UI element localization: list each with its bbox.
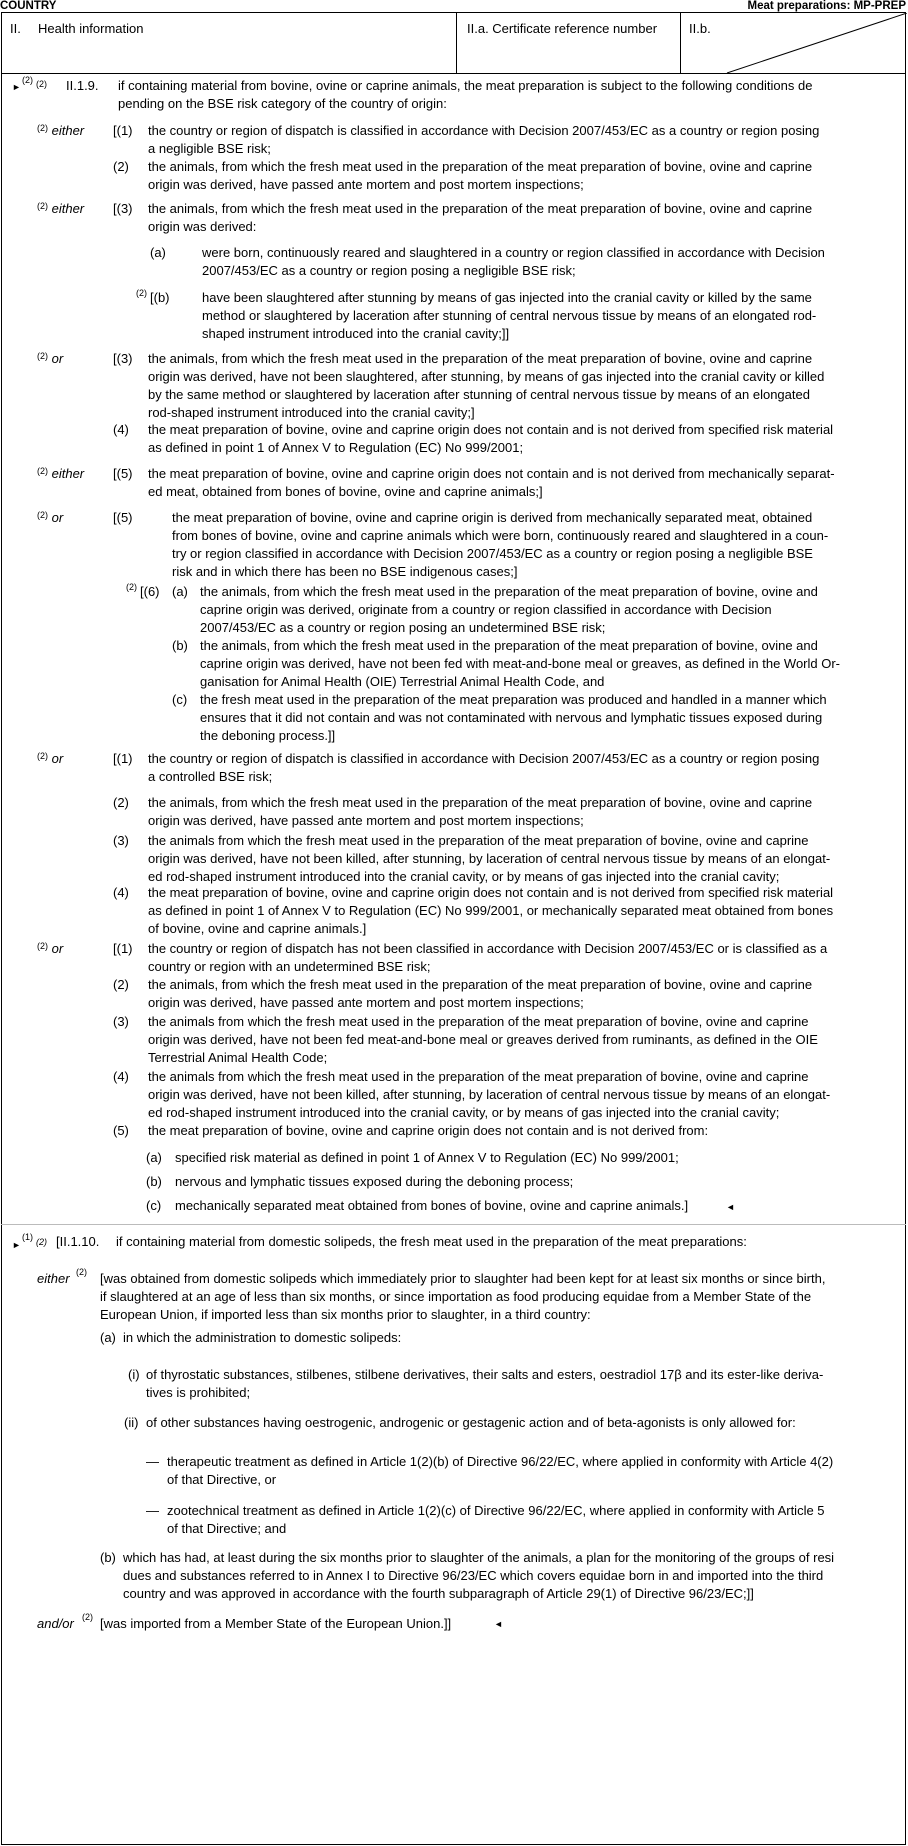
footnote-ref [36,78,47,97]
item-number: (c) [172,692,188,707]
item-number: [(5) [113,466,133,481]
footnote-ref: (2) [37,751,48,761]
item-text: the animals, from which the fresh meat used in the preparation of the meat preparation of bovine, ovine and [200,584,818,599]
footnote-ref [82,1611,93,1630]
item-text: country and was approved in accordance with the fourth subparagraph of Article 29(1) of Directive 96/23/EC;]] [123,1586,754,1601]
item-text: origin was derived, have not been killed, after stunning, by laceration of central nervous tissue by means of an elongat- [148,851,831,866]
footnote-ref: (2) [37,941,48,951]
section-number: II. [10,21,21,36]
footnote-ref: (2) [37,351,48,361]
item-text: [was obtained from domestic solipeds which immediately prior to slaughter had been kept for at least six months or since birth, [100,1271,826,1286]
item-text: of thyrostatic substances, stilbenes, stilbene derivatives, their salts and esters, oestradiol 17β and its ester-like deriva- [146,1367,824,1382]
item-text: European Union, if imported less than six months prior to slaughter, in a third country: [100,1307,591,1322]
clause-intro: if containing material from domestic solipeds, the fresh meat used in the preparation of the meat preparations: [116,1234,747,1249]
item-text: 2007/453/EC as a country or region posing a negligible BSE risk; [202,263,576,278]
item-number: [(1) [113,941,133,956]
condition-word: or [48,941,64,956]
condition-label-either [37,465,84,484]
item-text: ed rod-shaped instrument introduced into the cranial cavity, or by means of gas injected into the cranial cavity; [148,1105,780,1120]
condition-label-or [37,940,63,959]
item-number: [(1) [113,751,133,766]
item-text: the country or region of dispatch is classified in accordance with Decision 2007/453/EC as a country or region posing [148,123,820,138]
item-number: (b) [146,1174,162,1189]
item-number: (ii) [124,1415,139,1430]
cert-b-label: II.b. [689,21,711,36]
item-text: country or region with an undetermined BSE risk; [148,959,431,974]
dash-marker: — [146,1503,159,1518]
footnote-ref: (2) [37,510,48,520]
item-text: the animals from which the fresh meat used in the preparation of the meat preparation of bovine, ovine and caprine [148,1069,809,1084]
item-text: the animals from which the fresh meat used in the preparation of the meat preparation of bovine, ovine and caprine [148,1014,809,1029]
footnote-ref: (2) [76,1267,87,1277]
footnote-ref: (1) [22,1232,33,1242]
item-number: (a) [172,584,188,599]
item-text: origin was derived, have not been slaughtered, after stunning, by means of gas injected into the cranial cavity or killed [148,369,825,384]
item-text: Terrestrial Animal Health Code; [148,1050,328,1065]
condition-label-either: either [37,1271,70,1286]
footnote-ref: (2) [36,1237,47,1247]
item-text: try or region classified in accordance with Decision 2007/453/EC as a country or region posing a negligible BSE [172,546,813,561]
item-number: [(1) [113,123,133,138]
item-text: origin was derived, have not been killed, after stunning, by laceration of central nervous tissue by means of an elongat- [148,1087,831,1102]
condition-word: either [48,201,85,216]
item-text: therapeutic treatment as defined in Article 1(2)(b) of Directive 96/22/EC, where applied in conformity with Article 4(2) [167,1454,834,1469]
clause-intro: pending on the BSE risk category of the country of origin: [118,96,447,111]
item-text: ganisation for Animal Health (OIE) Terrestrial Animal Health Code, and [200,674,605,689]
item-text: zootechnical treatment as defined in Article 1(2)(c) of Directive 96/22/EC, where applied in conformity with Article 5 [167,1503,825,1518]
item-text: risk and in which there has been no BSE indigenous cases;] [172,564,518,579]
condition-label-or [37,509,63,528]
amendment-footnote [22,1231,33,1250]
item-text: the meat preparation of bovine, ovine and caprine origin is derived from mechanically separated meat, obtained [172,510,813,525]
item-number: (4) [113,885,129,900]
item-text: as defined in point 1 of Annex V to Regulation (EC) No 999/2001; [148,440,524,455]
item-text: caprine origin was derived, have not been fed with meat-and-bone meal or greaves, as defined in the World Or- [200,656,841,671]
item-number: [(6) [140,584,160,599]
item-text: by the same method or slaughtered by laceration after stunning of central nervous tissue by means of an elongated [148,387,810,402]
item-text: a controlled BSE risk; [148,769,273,784]
condition-label-either [37,122,84,141]
item-number: (3) [113,1014,129,1029]
condition-word: either [48,466,85,481]
item-text: mechanically separated meat obtained from bones of bovine, ovine and caprine animals.] [175,1198,689,1213]
cert-ref-cell [456,13,680,73]
amendment-start-arrow: ► [12,82,21,92]
condition-label-andor: and/or [37,1616,74,1631]
amendment-end-arrow: ◄ [726,1202,735,1212]
item-text: of other substances having oestrogenic, androgenic or gestagenic action and of beta-agonists is only allowed for: [146,1415,796,1430]
condition-word: either [48,123,85,138]
condition-label-either [37,200,84,219]
item-number: [(3) [113,201,133,216]
footnote-ref: (2) [37,466,48,476]
item-text: origin was derived: [148,219,257,234]
condition-label-or [37,750,63,769]
item-number: (c) [146,1198,162,1213]
item-text: origin was derived, have passed ante mortem and post mortem inspections; [148,995,584,1010]
item-number: (2) [113,795,129,810]
amendment-start-arrow: ► [12,1240,21,1250]
item-text: shaped instrument introduced into the cranial cavity;]] [202,326,510,341]
item-text: the animals, from which the fresh meat used in the preparation of the meat preparation of bovine, ovine and caprine [148,977,813,992]
top-bar [0,0,908,12]
certificate-type: Meat preparations: MP-PREP [747,0,906,12]
item-text: 2007/453/EC as a country or region posing an undetermined BSE risk; [200,620,606,635]
item-text: origin was derived, have not been fed meat-and-bone meal or greaves derived from ruminants, as defined in the OIE [148,1032,818,1047]
item-text: method or slaughtered by laceration after stunning of central nervous tissue by means of an elongated rod- [202,308,817,323]
condition-word: or [48,751,64,766]
item-text: were born, continuously reared and slaughtered in a country or region classified in accordance with Decision [202,245,825,260]
item-text: of bovine, ovine and caprine animals.] [148,921,367,936]
item-number: (4) [113,422,129,437]
item-text: the country or region of dispatch is classified in accordance with Decision 2007/453/EC as a country or region posing [148,751,820,766]
section-title-cell [2,13,456,73]
footnote-ref: (2) [126,582,137,592]
item-text: the meat preparation of bovine, ovine and caprine origin does not contain and is not derived from specified risk material [148,885,834,900]
item-text: the fresh meat used in the preparation of the meat preparation was produced and handled in a manner which [200,692,827,707]
item-text: tives is prohibited; [146,1385,251,1400]
item-text: which has had, at least during the six months prior to slaughter of the animals, a plan for the monitoring of the groups of resi [123,1550,835,1565]
clause-number: [II.1.10. [56,1234,100,1249]
footnote-ref: (2) [36,79,47,89]
item-text: the animals from which the fresh meat used in the preparation of the meat preparation of bovine, ovine and caprine [148,833,809,848]
clause-number: II.1.9. [66,78,99,93]
item-number: (b) [100,1550,116,1565]
item-number: (2) [113,977,129,992]
item-number: (2) [113,159,129,174]
item-text: a negligible BSE risk; [148,141,271,156]
item-number: [(5) [113,510,133,525]
health-info-header [1,12,906,74]
condition-word: or [48,510,64,525]
item-text: the animals, from which the fresh meat used in the preparation of the meat preparation of bovine, ovine and caprine [148,159,813,174]
condition-label-or [37,350,63,369]
footnote-ref: (2) [37,201,48,211]
item-text: [was imported from a Member State of the European Union.]] [100,1616,452,1631]
item-text: in which the administration to domestic solipeds: [123,1330,402,1345]
item-number: (a) [146,1150,162,1165]
item-text: the country or region of dispatch has not been classified in accordance with Decision 2007/453/EC or is classified as a [148,941,828,956]
item-text: ed rod-shaped instrument introduced into the cranial cavity, or by means of gas injected into the cranial cavity; [148,869,780,884]
item-text: ed meat, obtained from bones of bovine, ovine and caprine animals;] [148,484,543,499]
footnote-ref: (2) [136,288,147,298]
item-text: as defined in point 1 of Annex V to Regulation (EC) No 999/2001, or mechanically separated meat obtained from bones [148,903,834,918]
item-text: the animals, from which the fresh meat used in the preparation of the meat preparation of bovine, ovine and caprine [148,795,813,810]
footnote-ref [76,1266,87,1285]
item-text: the meat preparation of bovine, ovine and caprine origin does not contain and is not derived from specified risk material [148,422,834,437]
item-number: (4) [113,1069,129,1084]
item-number: (b) [172,638,188,653]
item-number: (a) [150,245,166,260]
item-text: dues and substances referred to in Annex I to Directive 96/23/EC which covers equidae born in and imported into the third [123,1568,824,1583]
footnote-ref [126,581,137,600]
footnote-ref: (2) [37,123,48,133]
item-text: if slaughtered at an age of less than six months, or since importation as food producing equidae from a Member State of the [100,1289,812,1304]
item-text: origin was derived, have passed ante mortem and post mortem inspections; [148,177,584,192]
item-text: caprine origin was derived, originate from a country or region classified in accordance with Decision [200,602,772,617]
amendment-footnote [22,74,33,93]
item-text: the animals, from which the fresh meat used in the preparation of the meat preparation of bovine, ovine and caprine [148,351,813,366]
item-number: [(b) [150,290,170,305]
cert-ref-label: II.a. Certificate reference number [467,21,658,36]
item-text: ensures that it did not contain and was not contaminated with nervous and lymphatic tissues exposed during [200,710,823,725]
clause-intro: if containing material from bovine, ovine or caprine animals, the meat preparation is subject to the following conditions de [118,78,813,93]
section-title: Health information [38,21,144,36]
cert-b-cell [680,13,906,73]
dash-marker: — [146,1454,159,1469]
item-number: [(3) [113,351,133,366]
item-text: rod-shaped instrument introduced into the cranial cavity;] [148,405,475,420]
item-text: of that Directive, or [167,1472,277,1487]
item-text: have been slaughtered after stunning by means of gas injected into the cranial cavity or killed by the same [202,290,812,305]
item-text: of that Directive; and [167,1521,287,1536]
country-label: COUNTRY [0,0,57,12]
section-divider [1,1224,906,1225]
item-text: the meat preparation of bovine, ovine and caprine origin does not contain and is not derived from: [148,1123,709,1138]
item-text: nervous and lymphatic tissues exposed during the deboning process; [175,1174,574,1189]
item-text: specified risk material as defined in point 1 of Annex V to Regulation (EC) No 999/2001; [175,1150,679,1165]
item-number: (3) [113,833,129,848]
amendment-end-arrow: ◄ [494,1619,503,1629]
item-number: (a) [100,1330,116,1345]
item-text: the meat preparation of bovine, ovine and caprine origin does not contain and is not derived from mechanically separat- [148,466,835,481]
item-number: (i) [128,1367,140,1382]
diagonal-strike [681,13,907,73]
item-number: (5) [113,1123,129,1138]
condition-word: or [48,351,64,366]
item-text: from bones of bovine, ovine and caprine animals which were born, continuously reared and slaughtered in a coun- [172,528,829,543]
footnote-ref [36,1236,47,1255]
footnote-ref [136,287,147,306]
item-text: the animals, from which the fresh meat used in the preparation of the meat preparation of bovine, ovine and caprine [148,201,813,216]
item-text: origin was derived, have passed ante mortem and post mortem inspections; [148,813,584,828]
footnote-ref: (2) [82,1612,93,1622]
footnote-ref: (2) [22,75,33,85]
item-text: the deboning process.]] [200,728,336,743]
item-text: the animals, from which the fresh meat used in the preparation of the meat preparation of bovine, ovine and [200,638,818,653]
